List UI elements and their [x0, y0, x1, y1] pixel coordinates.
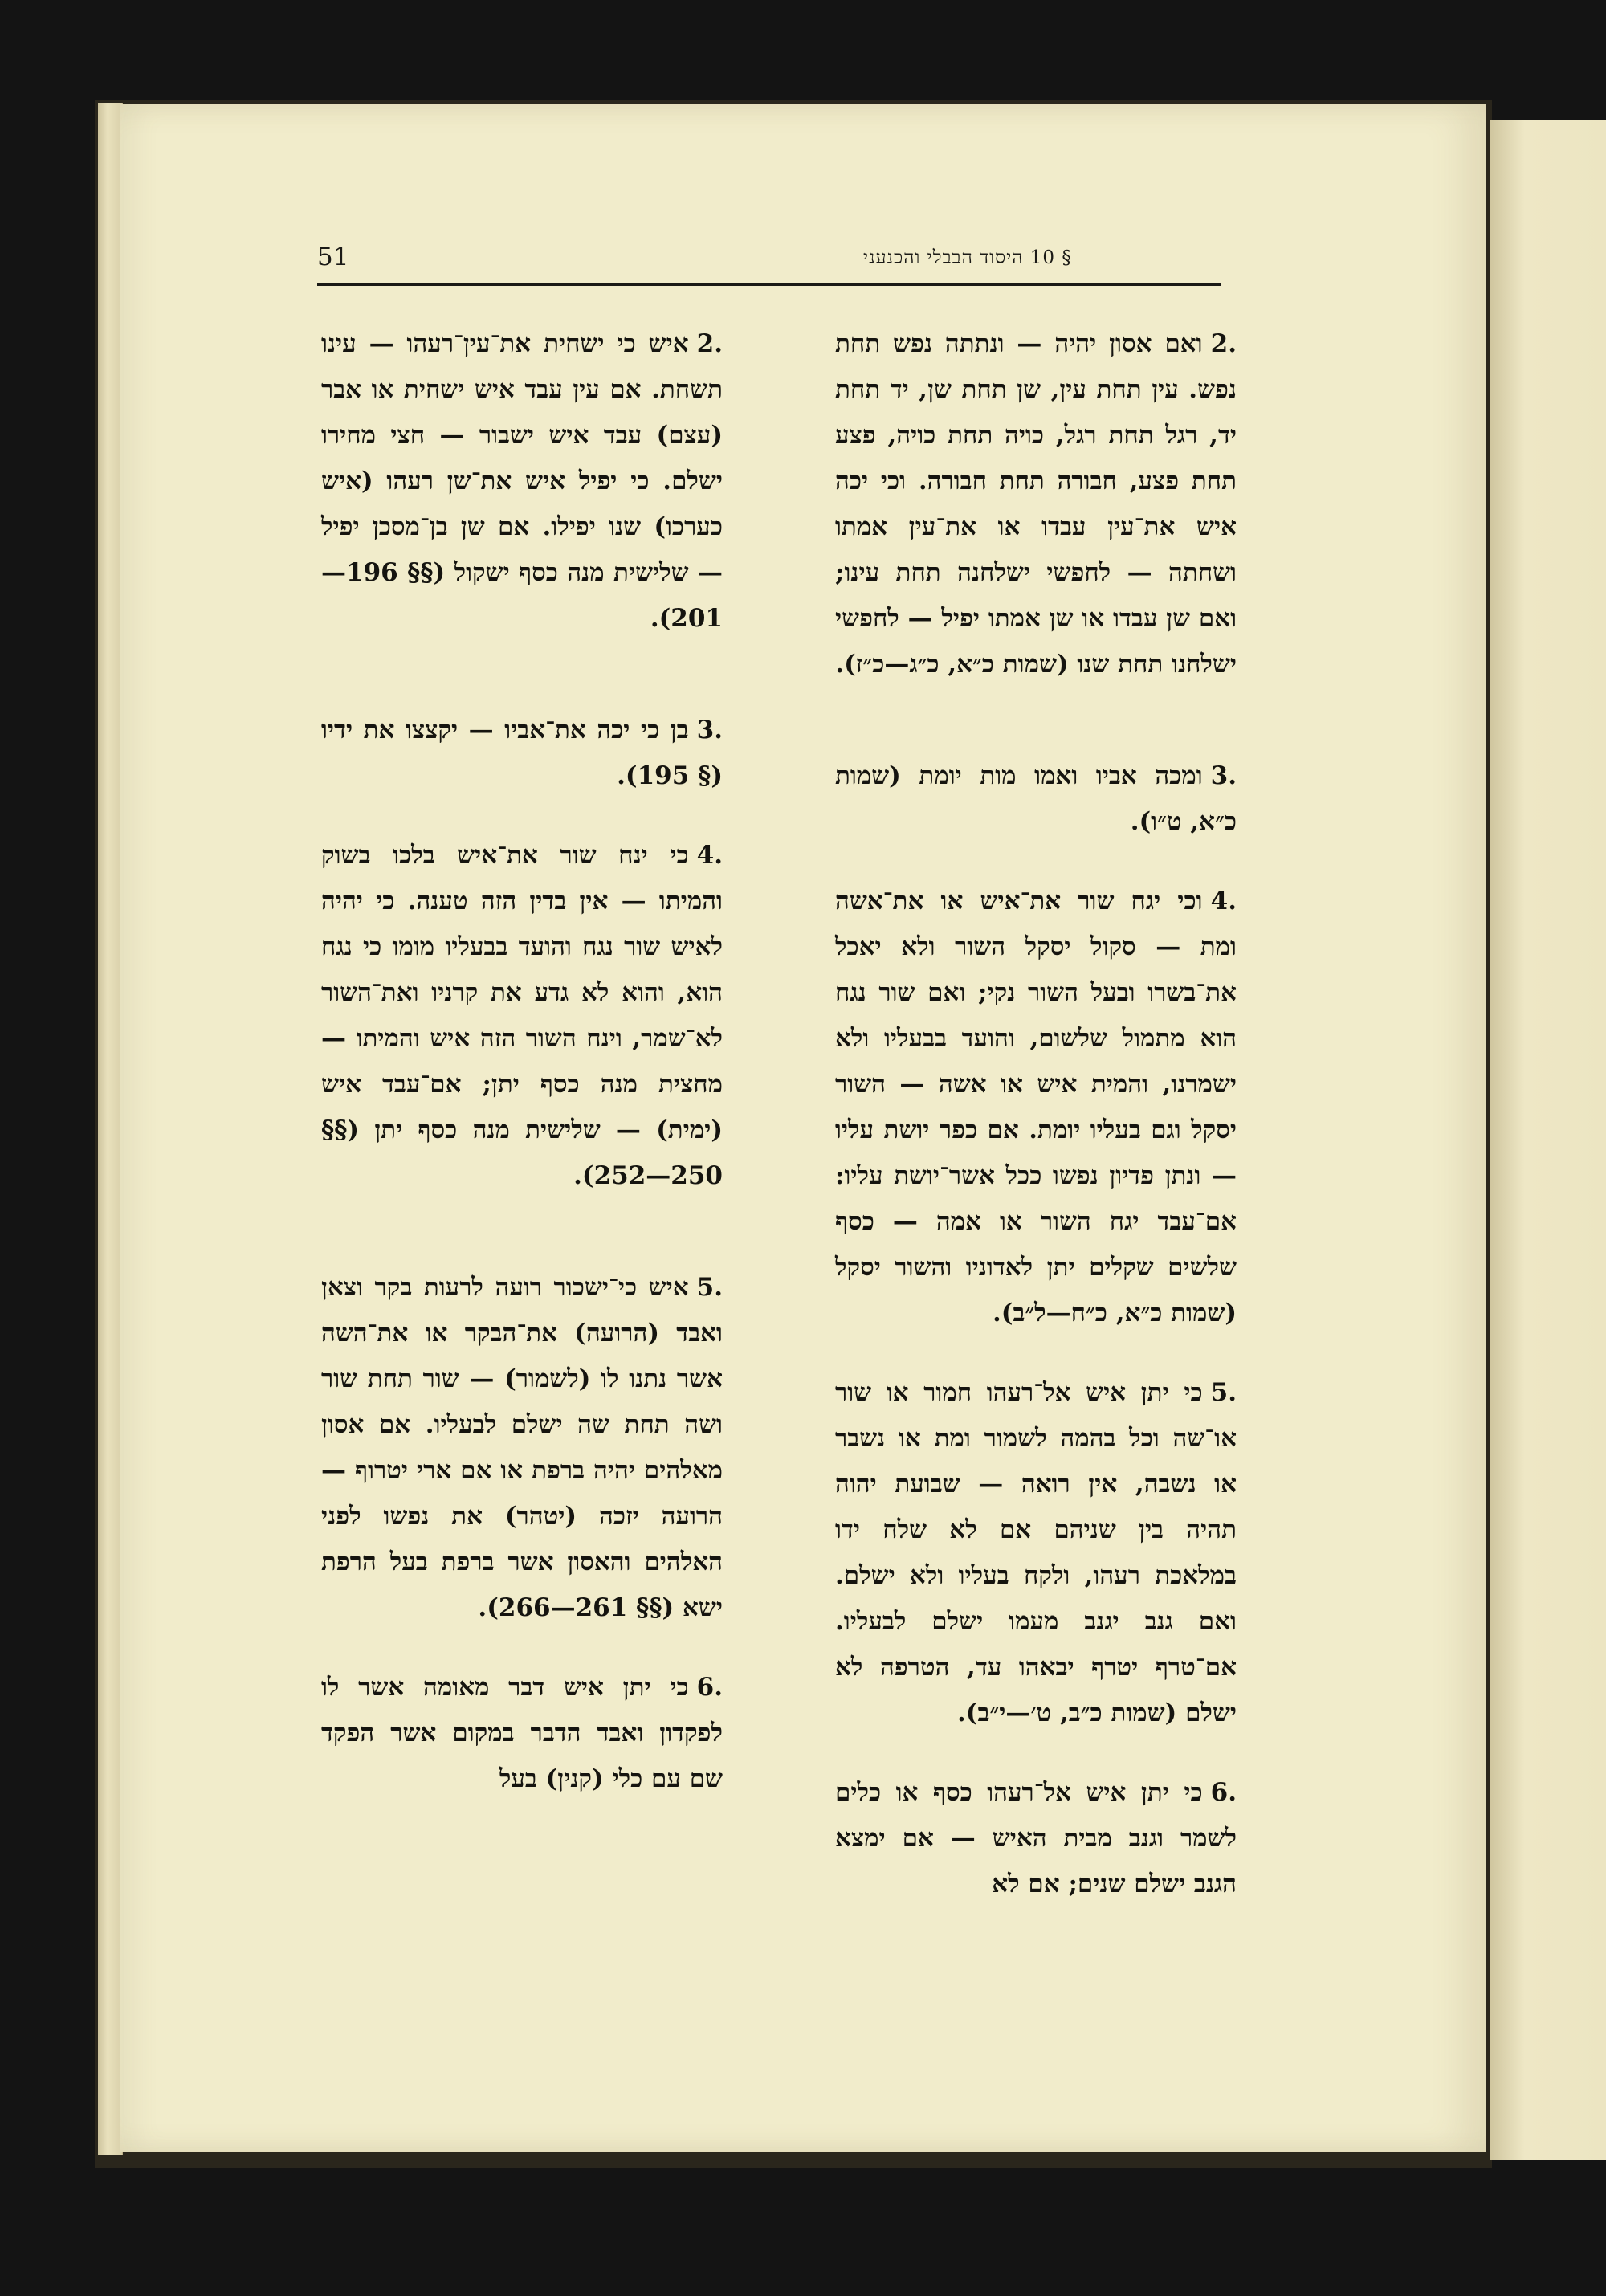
left-column	[321, 321, 723, 1836]
page-number: 51	[317, 243, 349, 271]
paragraph-number: .3	[696, 716, 723, 744]
header-rule	[317, 283, 1221, 286]
paragraph-text: כי יתן איש דבר מאומה אשר לו לפקדון ואבד הדבר במקום אשר הפקד שם עם כלי (קנין) בעל	[321, 1673, 723, 1793]
paragraph	[835, 753, 1237, 845]
paragraph-number: .6	[696, 1673, 723, 1702]
paragraph-text: כי יתן איש אל־רעהו חמור או שור או־שה וכל בהמה לשמור ומת או נשבר או נשבה, אין רואה — שבועת יהוה תהיה בין שניהם אם לא שלח ידו במלאכת רעהו, ולקח בעליו ולא ישלם. ואם גנב יגנב מעמו ישלם לבעליו. אם־טרף יטרף יבאהו עד, הטרפה לא ישלם (שמות כ״ב, ט׳—י״ב).	[835, 1378, 1237, 1727]
paragraph-number: .4	[1210, 887, 1237, 916]
paragraph-text: ומכה אביו ואמו מות יומת (שמות כ״א, ט״ו).	[835, 761, 1237, 836]
running-head: § 10 היסוד הבבלי והכנעני	[863, 247, 1072, 268]
paragraph	[321, 321, 723, 642]
paragraph-number: .4	[696, 841, 723, 870]
page-stack-edge	[98, 103, 123, 2155]
paragraph	[835, 321, 1237, 687]
paragraph	[321, 708, 723, 799]
paragraph-text: וכי יגח שור את־איש או את־אשה ומת — סקול יסקל השור ולא יאכל את־בשרו ובעל השור נקי; ואם שור נגח הוא מתמול שלשום, והועד בבעליו ולא ישמרנו, והמית איש או אשה — השור יסקל וגם בעליו יומת. אם כפר יושת עליו — ונתן פדיון נפשו ככל אשר־יושת עליו: אם־עבד יגח השור או אמה — כסף שלשים שקלים יתן לאדוניו והשור יסקל (שמות כ״א, כ״ח—ל״ב).	[835, 887, 1237, 1327]
paragraph-text: איש כי ישחית את־עין־רעהו — עינו תשחת. אם עין עבד איש ישחית או אבר (עצם) עבד איש ישבור — חצי מחירו ישלם. כי יפיל איש את־שן רעהו (איש כערכו) שנו יפילו. אם שן בן־מסכן יפיל — שלישית מנה כסף ישקול (§§ 196—201).	[321, 329, 723, 633]
paragraph-number: .2	[1210, 329, 1237, 358]
paragraph	[321, 833, 723, 1199]
paragraph-number: .5	[1210, 1378, 1237, 1407]
paragraph-number: .3	[1210, 761, 1237, 790]
paragraph	[835, 1770, 1237, 1907]
facing-page-edge	[1490, 120, 1606, 2160]
paragraph-text: ואם אסון יהיה — ונתתה נפש תחת נפש. עין תחת עין, שן תחת שן, יד תחת יד, רגל תחת רגל, כויה תחת כויה, פצע תחת פצע, חבורה תחת חבורה. וכי יכה איש את־עין עבדו או את־עין אמתו ושחתה — לחפשי ישלחנה תחת עינו; ואם שן עבדו או שן אמתו יפיל — לחפשי ישלחנו תחת שנו (שמות כ״א, כ״ג—כ״ז).	[835, 329, 1237, 679]
paragraph	[835, 879, 1237, 1336]
paragraph-text: כי ינח שור את־איש בלכו בשוק והמיתו — אין בדין הזה טענה. כי יהיה לאיש שור נגח והועד בבעליו מומו כי נגח הוא, והוא לא גדע את קרניו ואת־השור לא־שמר, וינח השור הזה איש והמיתו — מחצית מנה כסף יתן; אם־עבד איש (ימית) — שלישית מנה כסף יתן (§§ 250—252).	[321, 841, 723, 1190]
paragraph-text: איש כי־ישכור רועה לרעות בקר וצאן ואבד (הרועה) את־הבקר או את־השה אשר נתנו לו (לשמור) — שור תחת שור ושה תחת שה ישלם לבעליו. אם אסון מאלהים יהיה ברפת או אם ארי יטרוף — הרועה יזכה (יטהר) את נפשו לפני האלהים והאסון אשר ברפת בעל הרפת ישא (§§ 261—266).	[321, 1273, 723, 1622]
paragraph	[835, 1370, 1237, 1736]
paragraph	[321, 1265, 723, 1631]
paragraph-number: .5	[696, 1273, 723, 1302]
paragraph-number: .2	[696, 329, 723, 358]
page-header	[317, 243, 1221, 283]
paragraph	[321, 1665, 723, 1802]
paragraph-number: .6	[1210, 1778, 1237, 1807]
right-column	[835, 321, 1237, 1941]
paragraph-text: בן כי יכה את־אביו — יקצצו את ידיו (§ 195).	[321, 716, 723, 790]
paragraph-text: כי יתן איש אל־רעהו כסף או כלים לשמר וגנב מבית האיש — אם ימצא הגנב ישלם שנים; אם לא	[835, 1778, 1237, 1898]
